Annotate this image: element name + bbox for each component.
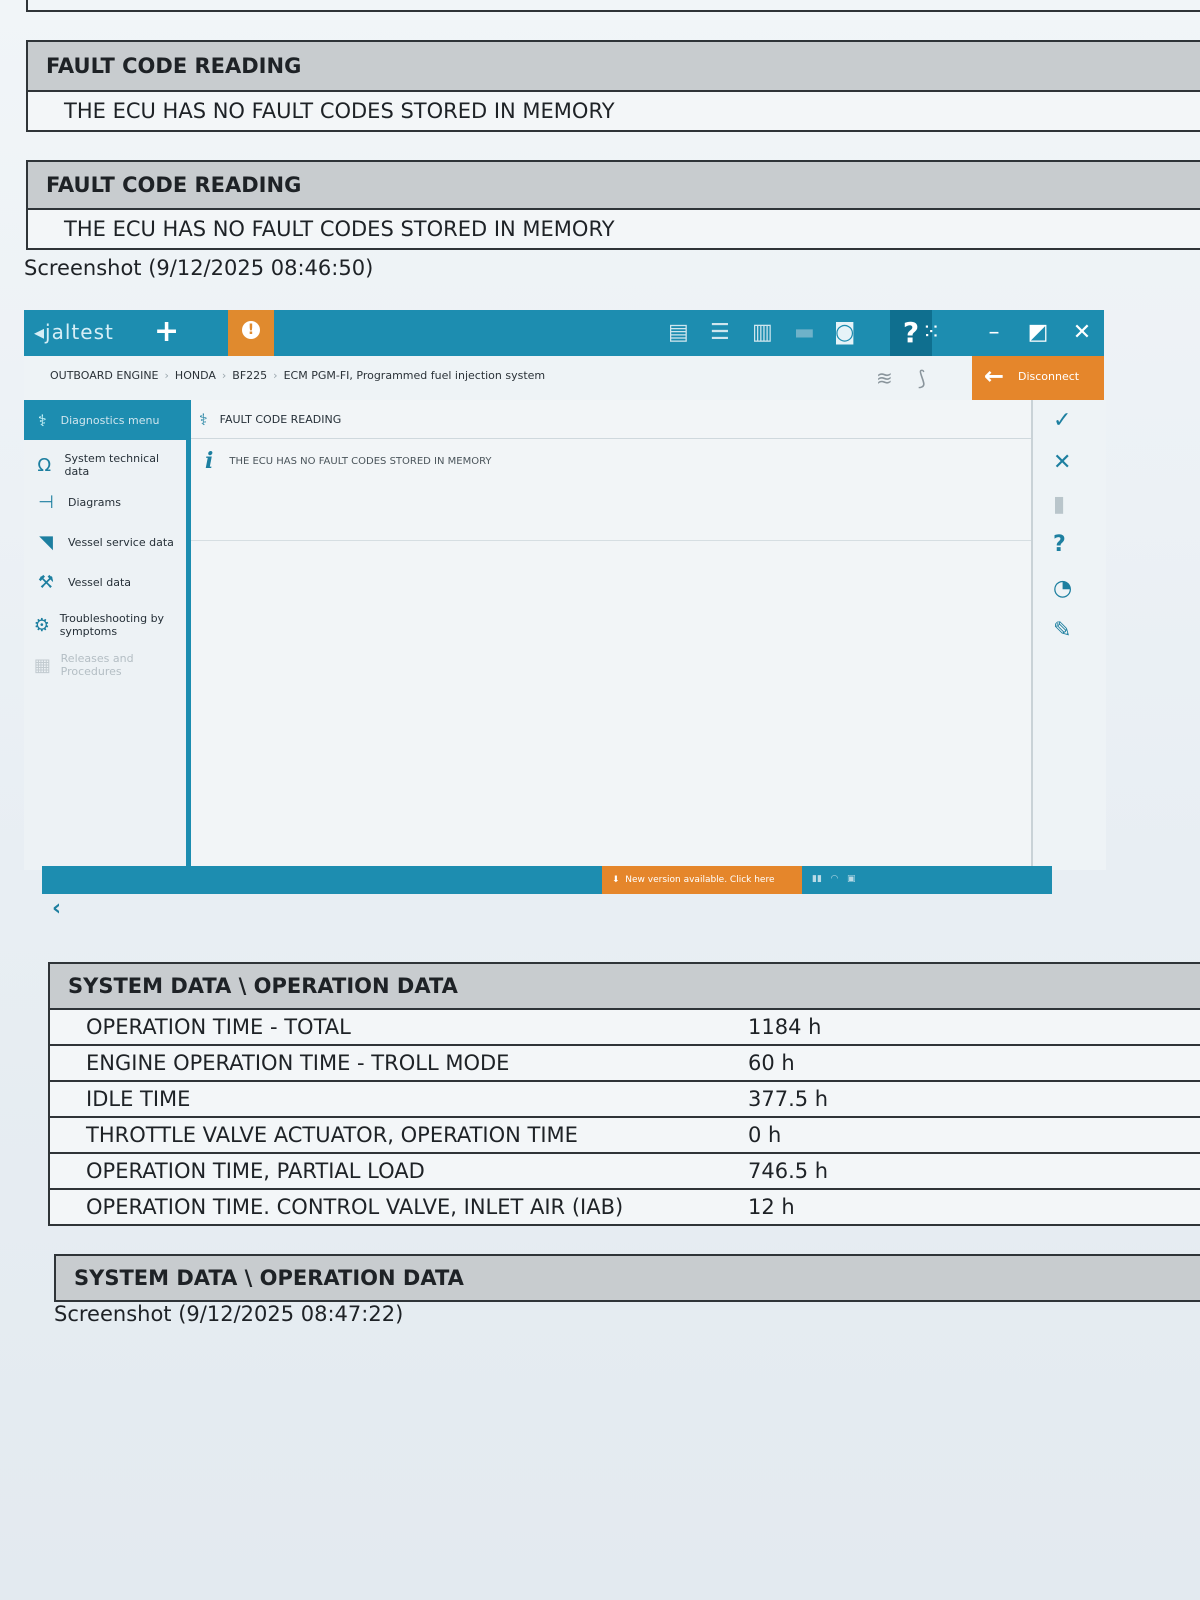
previous-table-edge [26, 0, 1200, 12]
sidebar-header[interactable]: ⚕ Diagnostics menu [24, 400, 186, 440]
table-row: OPERATION TIME. CONTROL VALVE, INLET AIR (IAB) 12 h [50, 1190, 1200, 1226]
tools-icon[interactable]: ▬ [794, 320, 815, 345]
breadcrumb-item[interactable]: BF225 [232, 369, 268, 382]
divider [191, 540, 1031, 541]
check-icon[interactable]: ✓ [1053, 408, 1072, 433]
omega-icon: Ω [37, 454, 52, 476]
table-row: THROTTLE VALVE ACTUATOR, OPERATION TIME 0 h [50, 1118, 1200, 1154]
status-bar [42, 866, 1052, 894]
disconnect-label: Disconnect [1018, 370, 1080, 383]
sidebar-item-diagrams[interactable]: ⊣ Diagrams [32, 496, 121, 509]
new-version-button[interactable]: ⬇ New version available. Click here [602, 866, 802, 894]
panel-title: ⚕ FAULT CODE READING [199, 410, 342, 429]
fault-code-table-1 [26, 40, 1200, 132]
add-icon[interactable]: + [154, 314, 180, 349]
download-icon: ⬇ [612, 875, 626, 885]
fault-message: THE ECU HAS NO FAULT CODES STORED IN MEMORY [64, 217, 615, 241]
fault-table-header: FAULT CODE READING [28, 40, 1200, 92]
route-icon[interactable]: ⟆ [918, 366, 926, 390]
releases-icon: ▦ [33, 654, 51, 676]
wrench-icon: ⚒ [37, 572, 55, 593]
operation-table-header: SYSTEM DATA \ OPERATION DATA [56, 1254, 1200, 1302]
table-row: OPERATION TIME - TOTAL 1184 h [50, 1010, 1200, 1046]
diagnostics-icon: ⚕ [38, 410, 47, 430]
sidebar-item-vessel-service-data[interactable]: ◥ Vessel service data [32, 536, 174, 549]
fault-message: THE ECU HAS NO FAULT CODES STORED IN MEMORY [64, 99, 615, 123]
alert-icon: ! [242, 321, 260, 339]
sidebar-item-troubleshooting[interactable]: ⚙ Troubleshooting by symptoms [33, 612, 165, 638]
jaltest-app-screenshot [24, 310, 1104, 921]
breadcrumb-item[interactable]: HONDA [174, 369, 216, 382]
battery-icon: ▮▮ [812, 874, 822, 884]
app-toolbar [24, 310, 1104, 356]
jaltest-logo: ◂jaltest [34, 320, 114, 344]
back-arrow-icon: ← [984, 362, 1005, 390]
table-row: OPERATION TIME, PARTIAL LOAD 746.5 h [50, 1154, 1200, 1190]
service-icon: ◥ [39, 532, 53, 553]
troubleshoot-icon: ⚙ [33, 614, 50, 636]
sidebar-item-vessel-data[interactable]: ⚒ Vessel data [32, 576, 131, 589]
sidebar-item-releases: ▦ Releases and Procedures [33, 652, 134, 678]
help-button[interactable]: ? [890, 310, 932, 356]
operation-data-table-2 [54, 1254, 1200, 1302]
divider [191, 438, 1031, 439]
fault-code-table-2 [26, 160, 1200, 250]
freeze-frame-icon[interactable]: ? [1053, 532, 1066, 557]
restore-icon[interactable]: ◩ [1027, 320, 1049, 345]
status-indicators [812, 874, 855, 884]
apps-grid-icon[interactable]: ⁙ [922, 320, 941, 345]
sidebar-item-system-technical-data[interactable]: Ω System technical data [32, 452, 172, 478]
diagnostics-sidebar [24, 400, 191, 921]
history-icon[interactable]: ◔ [1053, 576, 1073, 601]
fault-table-row [28, 92, 1200, 132]
disconnect-button[interactable] [972, 356, 1104, 400]
diagram-icon: ⊣ [38, 492, 54, 513]
table-row: IDLE TIME 377.5 h [50, 1082, 1200, 1118]
calendar-icon: ▣ [846, 874, 856, 884]
breadcrumb: OUTBOARD ENGINE › HONDA › BF225 › ECM PGM-FI, Programmed fuel injection system [50, 369, 546, 382]
table-row: ENGINE OPERATION TIME - TROLL MODE 60 h [50, 1046, 1200, 1082]
collapse-sidebar-icon[interactable]: ‹ [52, 896, 62, 921]
fault-reading-panel [191, 400, 1031, 870]
connection-icon[interactable]: ≋ [876, 366, 893, 390]
factory-icon[interactable]: ▥ [752, 320, 773, 345]
minimize-icon[interactable]: – [988, 320, 1000, 345]
breadcrumb-item[interactable]: ECM PGM-FI, Programmed fuel injection system [283, 369, 546, 382]
window-controls [972, 310, 1104, 356]
edit-icon[interactable]: ✎ [1053, 618, 1072, 643]
breadcrumb-item[interactable]: OUTBOARD ENGINE [50, 369, 159, 382]
breadcrumb-bar [24, 356, 1104, 400]
screenshot-caption-1: Screenshot (9/12/2025 08:46:50) [24, 256, 374, 280]
camera-icon[interactable]: ◙ [834, 320, 856, 345]
fault-table-header: FAULT CODE READING [28, 160, 1200, 210]
info-icon: i [205, 448, 214, 474]
diagnostics-icon: ⚕ [199, 410, 208, 429]
operation-data-table [48, 962, 1200, 1226]
screenshot-caption-2: Screenshot (9/12/2025 08:47:22) [54, 1302, 404, 1326]
alert-button[interactable] [228, 310, 274, 356]
close-icon[interactable]: ✕ [1072, 320, 1092, 345]
clipboard-icon: ▮ [1053, 492, 1066, 517]
info-message: i THE ECU HAS NO FAULT CODES STORED IN MEMORY [205, 448, 492, 474]
wifi-icon: ◠ [830, 874, 839, 884]
action-toolbar [1031, 400, 1106, 870]
list-icon[interactable]: ☰ [710, 320, 730, 345]
operation-table-header: SYSTEM DATA \ OPERATION DATA [50, 962, 1200, 1010]
delete-icon[interactable]: ✕ [1053, 450, 1072, 475]
fault-table-row [28, 210, 1200, 250]
document-icon[interactable]: ▤ [668, 320, 689, 345]
